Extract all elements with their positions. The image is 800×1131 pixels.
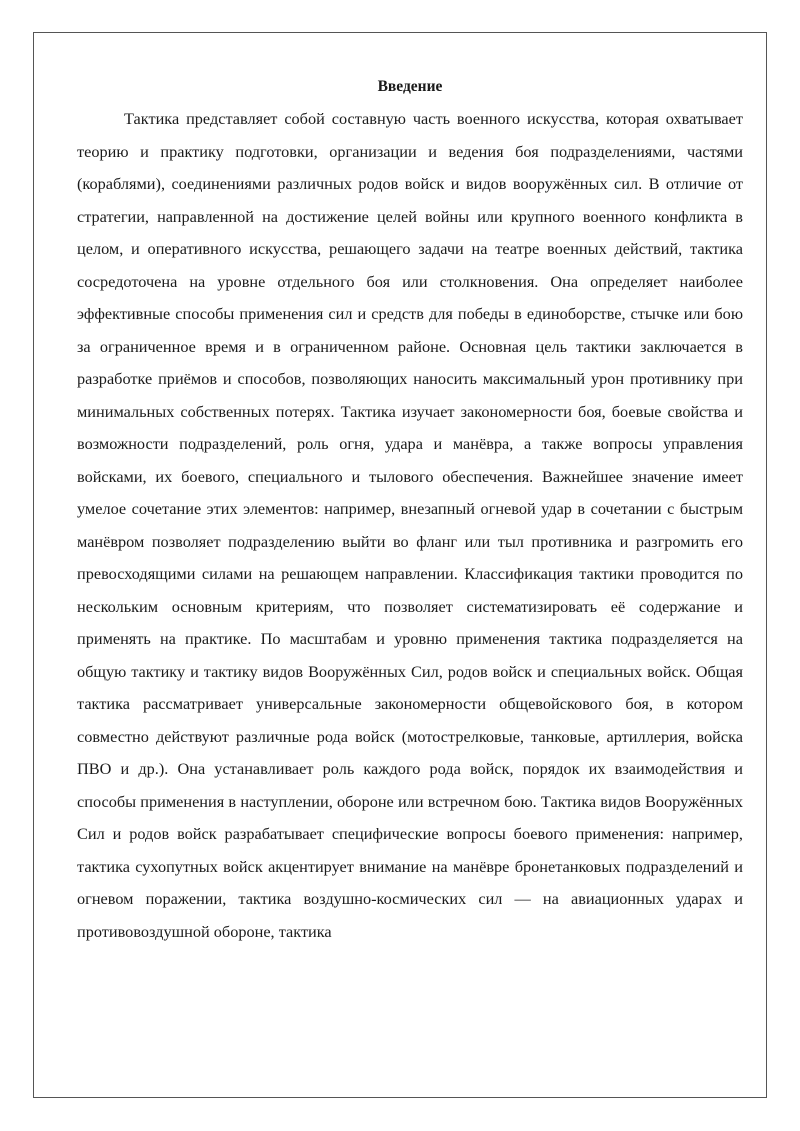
page-content [77, 77, 743, 948]
body-paragraph: Тактика представляет собой составную часть военного искусства, которая охватывает теорию и практику подготовки, организации и ведения боя подразделениями, частями (кораблями), соединениями различных родов войск и видов вооружённых сил. В отличие от стратегии, направленной на достижение целей войны или крупного военного конфликта в целом, и оперативного искусства, решающего задачи на театре военных действий, тактика сосредоточена на уровне отдельного боя или столкновения. Она определяет наиболее эффективные способы применения сил и средств для победы в единоборстве, стычке или бою за ограниченное время и в ограниченном районе. Основная цель тактики заключается в разработке приёмов и способов, позволяющих наносить максимальный урон противнику при минимальных собственных потерях. Тактика изучает закономерности боя, боевые свойства и возможности подразделений, роль огня, удара и манёвра, а также вопросы управления войсками, их боевого, специального и тылового обеспечения. Важнейшее значение имеет умелое сочетание этих элементов: например, внезапный огневой удар в сочетании с быстрым манёвром позволяет подразделению выйти во фланг или тыл противника и разгромить его превосходящими силами на решающем направлении. Классификация тактики проводится по нескольким основным критериям, что позволяет систематизировать её содержание и применять на практике. По масштабам и уровню применения тактика подразделяется на общую тактику и тактику видов Вооружённых Сил, родов войск и специальных войск. Общая тактика рассматривает универсальные закономерности общевойскового боя, в котором совместно действуют различные рода войск (мотострелковые, танковые, артиллерия, войска ПВО и др.). Она устанавливает роль каждого рода войск, порядок их взаимодействия и способы применения в наступлении, обороне или встречном бою. Тактика видов Вооружённых Сил и родов войск разрабатывает специфические вопросы боевого применения: например, тактика сухопутных войск акцентирует внимание на манёвре бронетанковых подразделений и огневом поражении, тактика воздушно-космических сил — на авиационных ударах и противовоздушной обороне, тактика [77, 109, 743, 941]
section-title: Введение [377, 78, 443, 95]
page-frame [33, 32, 767, 1098]
